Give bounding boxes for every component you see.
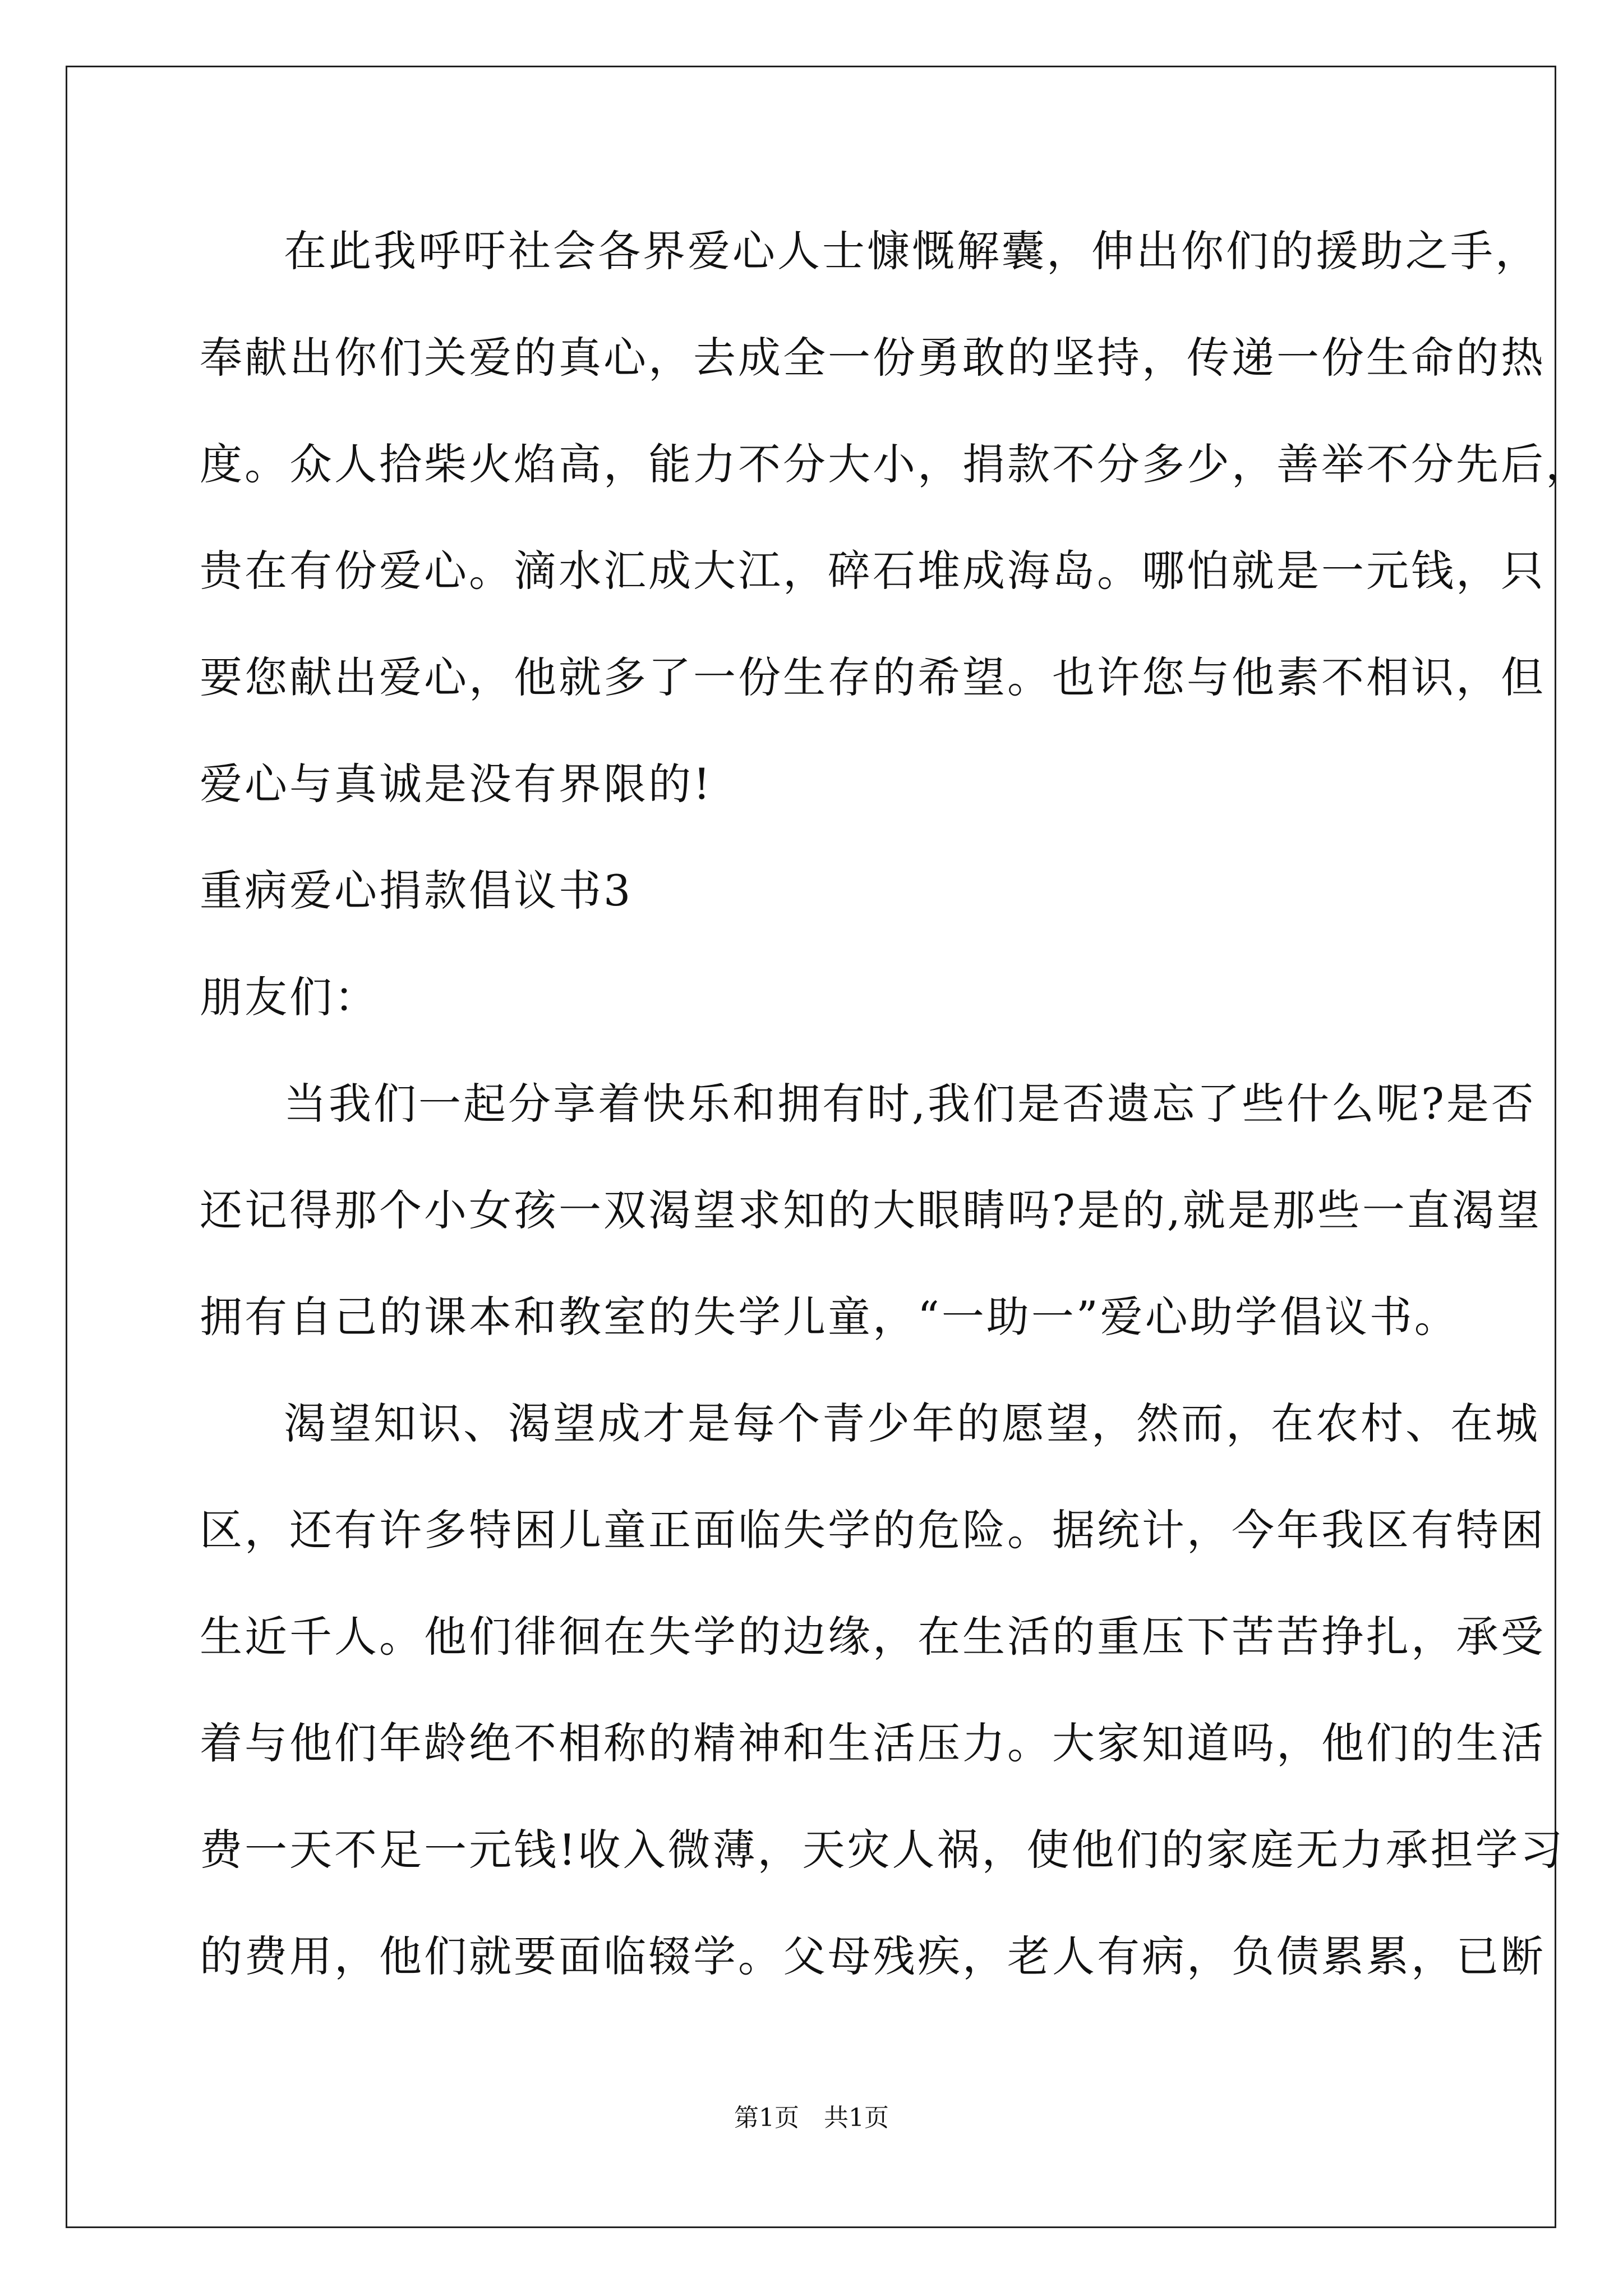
page-border (66, 66, 1556, 2228)
paragraph-line: 费一天不足一元钱!收入微薄，天灾人祸，使他们的家庭无力承担学习 (200, 1825, 1565, 1875)
page-number-footer: 第1页 共1页 (734, 2104, 889, 2132)
paragraph-line: 还记得那个小女孩一双渴望求知的大眼睛吗?是的,就是那些一直渴望 (200, 1185, 1542, 1235)
paragraph-line: 在此我呼吁社会各界爱心人士慷慨解囊，伸出你们的援助之手， (284, 226, 1540, 276)
section-heading: 重病爱心捐款倡议书3 (200, 866, 633, 915)
paragraph-line: 奉献出你们关爱的真心，去成全一份勇敢的坚持，传递一份生命的热 (200, 333, 1546, 383)
paragraph-line: 要您献出爱心，他就多了一份生存的希望。也许您与他素不相识，但 (200, 652, 1546, 702)
paragraph-line: 拥有自己的课本和教室的失学儿童，“一助一”爱心助学倡议书。 (200, 1292, 1459, 1342)
paragraph-line: 着与他们年龄绝不相称的精神和生活压力。大家知道吗，他们的生活 (200, 1718, 1546, 1768)
paragraph-line: 渴望知识、渴望成才是每个青少年的愿望，然而，在农村、在城 (284, 1398, 1540, 1448)
paragraph-line: 贵在有份爱心。滴水汇成大江，碎石堆成海岛。哪怕就是一元钱，只 (200, 546, 1546, 596)
paragraph-line: 当我们一起分享着快乐和拥有时,我们是否遗忘了些什么呢?是否 (284, 1079, 1536, 1129)
salutation: 朋友们： (200, 972, 379, 1022)
paragraph-line: 生近千人。他们徘徊在失学的边缘，在生活的重压下苦苦挣扎，承受 (200, 1612, 1546, 1662)
paragraph-line: 的费用，他们就要面临辍学。父母残疾，老人有病，负债累累，已断 (200, 1931, 1546, 1981)
paragraph-line: 区，还有许多特困儿童正面临失学的危险。据统计，今年我区有特困 (200, 1505, 1546, 1555)
paragraph-line: 爱心与真诚是没有界限的! (200, 759, 713, 809)
paragraph-line: 度。众人拾柴火焰高，能力不分大小，捐款不分多少，善举不分先后， (200, 439, 1590, 489)
